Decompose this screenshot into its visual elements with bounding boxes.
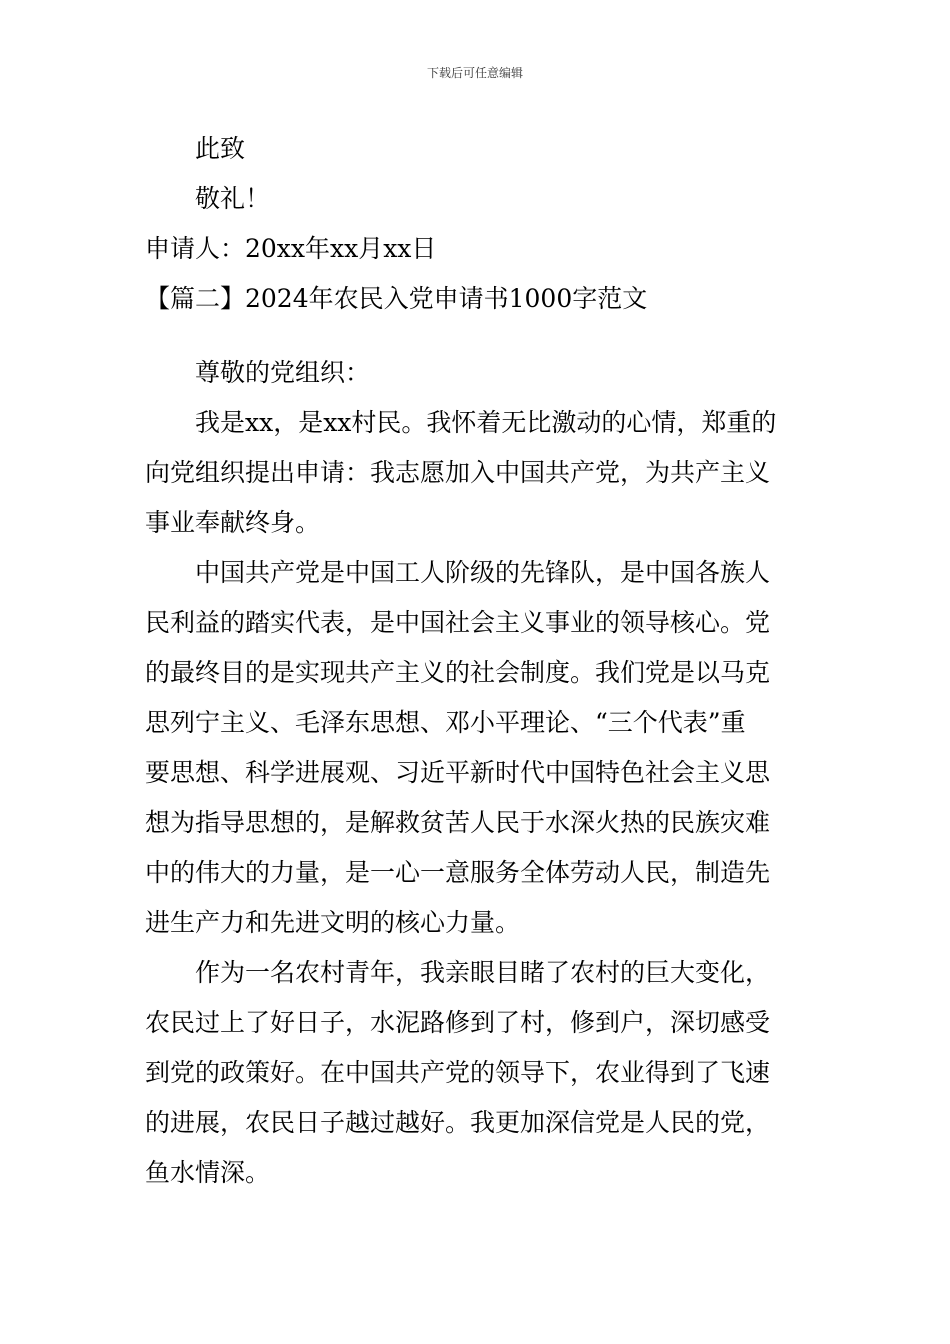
closing-line-1: 此致 — [195, 134, 246, 163]
paragraph-3-line: 农民过上了好日子，水泥路修到了村，修到户，深切感受 — [145, 1008, 771, 1037]
paragraph-1-line: 事业奉献终身。 — [145, 508, 321, 537]
paragraph-3-line: 鱼水情深。 — [145, 1158, 271, 1187]
closing-line-2: 敬礼！ — [195, 184, 271, 213]
paragraph-2-line: 中国共产党是中国工人阶级的先锋队，是中国各族人 — [195, 558, 771, 587]
paragraph-2-line: 要思想、科学进展观、习近平新时代中国特色社会主义思 — [145, 758, 771, 787]
paragraph-3-line: 的进展，农民日子越过越好。我更加深信党是人民的党， — [145, 1108, 771, 1137]
paragraph-3-line: 作为一名农村青年，我亲眼目睹了农村的巨大变化， — [195, 958, 771, 987]
paragraph-2-line: 思列宁主义、毛泽东思想、邓小平理论、“三个代表”重 — [145, 708, 746, 737]
paragraph-2-line: 民利益的踏实代表，是中国社会主义事业的领导核心。党 — [145, 608, 771, 637]
paragraph-1-line: 向党组织提出申请：我志愿加入中国共产党，为共产主义 — [145, 458, 771, 487]
paragraph-3-line: 到党的政策好。在中国共产党的领导下，农业得到了飞速 — [145, 1058, 771, 1087]
salutation: 尊敬的党组织： — [195, 358, 371, 387]
section-title: 【篇二】2024年农民入党申请书1000字范文 — [145, 284, 648, 313]
paragraph-2-line: 中的伟大的力量，是一心一意服务全体劳动人民，制造先 — [145, 858, 771, 887]
paragraph-2-line: 的最终目的是实现共产主义的社会制度。我们党是以马克 — [145, 658, 771, 687]
page-header: 下载后可任意编辑 — [426, 66, 523, 80]
signature-line: 申请人：20xx年xx月xx日 — [145, 234, 437, 263]
paragraph-2-line: 进生产力和先进文明的核心力量。 — [145, 908, 521, 937]
paragraph-2-line: 想为指导思想的，是解救贫苦人民于水深火热的民族灾难 — [145, 808, 771, 837]
paragraph-1-line: 我是xx，是xx村民。我怀着无比激动的心情，郑重的 — [195, 408, 777, 437]
